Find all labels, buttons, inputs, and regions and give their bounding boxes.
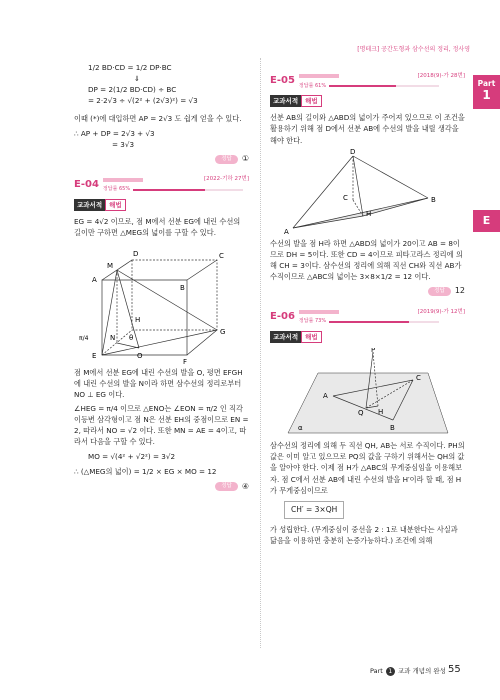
difficulty-bar [299, 74, 339, 78]
badge-textbook: 교과서적 [270, 331, 301, 343]
accuracy-track [329, 321, 439, 323]
problem-number: E-06 [270, 311, 295, 323]
answer-value: ④ [241, 481, 249, 491]
problem-meta [299, 72, 465, 90]
accuracy-track [133, 189, 243, 191]
answer-line-e05 [270, 285, 465, 297]
answer-line-e04 [74, 481, 249, 493]
badge-solution: 해법 [301, 331, 322, 343]
difficulty-bar [299, 310, 339, 314]
label-H: H [377, 408, 383, 417]
badge-solution: 해법 [105, 199, 126, 211]
label-C: C [342, 193, 348, 202]
page-number: 55 [448, 664, 461, 675]
answer-pill: 정답 [215, 482, 238, 491]
footer-part-number: 1 [386, 667, 395, 676]
label-B: B [430, 195, 436, 204]
accuracy-label: 정답률 73% [298, 318, 327, 325]
label-A: A [91, 276, 97, 285]
accuracy-fill [133, 189, 205, 191]
accuracy-label: 정답률 65% [102, 186, 131, 192]
label-P: P [370, 348, 375, 355]
accuracy-rate [299, 318, 465, 326]
accuracy-rate [299, 83, 465, 91]
label-C: C [415, 374, 421, 383]
accuracy-label: 정답률 61% [298, 82, 327, 89]
problem-meta-row [299, 72, 465, 81]
header-tag: [명테크] 공간도형과 삼수선의 정리, 정사영 [357, 46, 470, 53]
column-divider [260, 58, 261, 648]
e05-para-1: 선분 AB의 길이와 △ABD의 넓이가 주어져 있으므로 이 조건을 활용하기 위해 점 D에서 선분 AB에 수선의 발을 내릴 생각을 해야 한다. [270, 113, 465, 145]
label-pi4: π/4 [78, 335, 88, 343]
footer [370, 666, 446, 676]
problem-meta [299, 308, 465, 326]
part-tab-number: 1 [482, 88, 491, 102]
problem-source: [2018(9)-가 28번] [417, 73, 465, 79]
e04-para-1: EG = 4√2 이므로, 점 M에서 선분 EG에 내린 수선의 길이만 구하면 △MEG의 넓이를 구할 수 있다. [74, 216, 241, 237]
part-tab-label: Part [477, 79, 496, 88]
difficulty-bar [103, 178, 143, 182]
e06-para-2: 가 성립한다. (무게중심이 중선을 2 : 1로 내분한다는 사실과 닮음을 이용하면 충분히 논증가능하다.) 조건에 의해 [270, 524, 458, 545]
problem-header-e06 [270, 308, 465, 326]
badge-solution: 해법 [301, 95, 322, 107]
label-theta: θ [128, 334, 133, 343]
math-arrow: ⇓ [134, 74, 141, 84]
accuracy-fill [329, 85, 396, 87]
answer-value: 12 [454, 286, 465, 296]
footer-title: 교과 개념의 완성 [397, 667, 446, 675]
problem-source: [2022-기하 27번] [204, 176, 249, 183]
chapter-tab[interactable]: E [473, 210, 500, 232]
problem-meta [103, 175, 249, 193]
label-G: G [219, 328, 225, 337]
math-line-1: 1/2 BD·CD = 1/2 DP·BC [88, 63, 172, 72]
label-A: A [283, 227, 289, 236]
answer-line-prev [74, 153, 249, 165]
accuracy-rate [103, 186, 249, 194]
part-tab[interactable] [473, 75, 500, 109]
tetrahedron-figure [278, 148, 458, 236]
substitute-text: 이때 (*)에 대입하면 AP = 2√3 도 쉽게 얻을 수 있다. [74, 113, 242, 123]
problem-number: E-04 [74, 178, 99, 190]
label-B: B [179, 284, 185, 293]
label-N: N [109, 334, 115, 343]
answer-value: ① [241, 154, 249, 164]
answer-pill: 정답 [215, 155, 238, 164]
footer-part: Part [370, 667, 383, 675]
label-B: B [389, 424, 395, 433]
math-line-3: = 2·2√3 ÷ √(2² + (2√3)²) = √3 [88, 96, 198, 106]
conclusion-1: ∴ AP + DP = 2√3 + √3 [74, 128, 155, 138]
accuracy-track [329, 85, 439, 87]
problem-meta-row [103, 175, 249, 184]
label-Q: Q [357, 409, 364, 418]
e04-conclusion: ∴ (△MEG의 넓이) = 1/2 × EG × MO = 12 [74, 467, 217, 477]
problem-meta-row [299, 308, 465, 317]
label-D: D [349, 147, 355, 156]
right-column [270, 62, 465, 548]
label-alpha: α [297, 424, 303, 433]
e04-eq: MO = √(4² + √2²) = 3√2 [88, 452, 176, 462]
accuracy-fill [329, 321, 409, 323]
label-F: F [182, 358, 187, 366]
e06-para-1: 삼수선의 정리에 의해 두 직선 QH, AB는 서로 수직이다. PH의 값은 이미 알고 있으므로 PQ의 값을 구하기 위해서는 QH의 값을 알아야 한다. 이제 점 H가 △ABC의 무게중심임을 이용해보자. 점 C에서 선분 AB에 내린 수선의 발을 H′이라 할 때, 점 H가 무게중심이므로 [270, 441, 465, 495]
label-E: E [91, 352, 96, 361]
solution-badge [270, 95, 322, 107]
answer-pill: 정답 [428, 287, 451, 296]
label-H: H [365, 209, 371, 218]
e04-para-3: ∠HEG = π/4 이므로 △ENO는 ∠EON = π/2 인 직각이등변 삼각형이고 점 N은 선분 EH의 중점이므로 EN = 2, 따라서 NO = √2 이다. 또한 MN = AE = 4이고, 따라서 다음을 구할 수 있다. [74, 403, 249, 447]
solution-badge [270, 331, 322, 343]
conclusion-2: = 3√3 [112, 139, 135, 149]
solution-badge [74, 199, 126, 211]
label-O: O [136, 352, 143, 361]
label-D: D [132, 250, 138, 259]
problem-header-e05 [270, 72, 465, 90]
problem-source: [2019(9)-가 12번] [417, 308, 465, 315]
problem-number: E-05 [270, 75, 295, 87]
math-line-2: DP = 2(1/2 BD·CD) ÷ BC [88, 85, 177, 95]
label-A: A [322, 392, 328, 401]
badge-textbook: 교과서적 [74, 199, 105, 211]
e06-eq: CH′ = 3×QH [284, 501, 344, 519]
e05-para-2: 수선의 발을 점 H라 하면 △ABD의 넓이가 20이고 AB = 8이므로 DH = 5이다. 또한 CD = 4이므로 피타고라스 정리에 의해 CH = 3이다. 삼수선의 정리에 의해 직선 CH와 직선 AB가 수직이므로 △ABC의 넓이는 3×8×1/2 = 12 이다. [270, 238, 463, 282]
badge-textbook: 교과서적 [270, 95, 301, 107]
label-C: C [218, 252, 224, 261]
label-M: M [106, 262, 113, 271]
plane-figure [278, 348, 458, 438]
label-H: H [134, 316, 140, 325]
left-column [74, 62, 249, 496]
cube-figure [77, 240, 247, 365]
e04-para-2: 점 M에서 선분 EG에 내린 수선의 발을 O, 평면 EFGH에 내린 수선의 발을 N이라 하면 삼수선의 정리로부터 NO ⊥ EG 이다. [74, 368, 243, 400]
problem-header-e04 [74, 175, 249, 193]
